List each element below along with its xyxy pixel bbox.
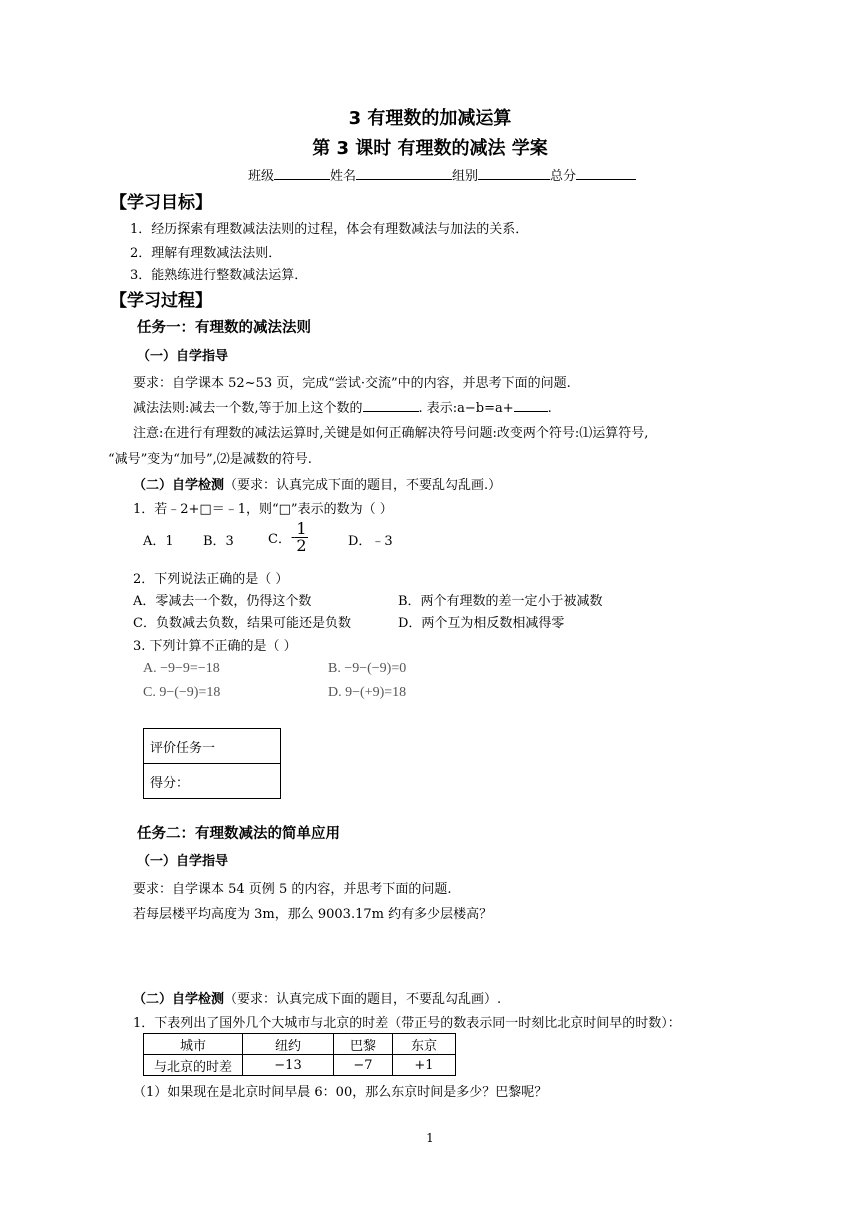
table-header-row (144, 1034, 456, 1055)
negative-sign: - (290, 530, 296, 545)
task2-question-1: 1．下表列出了国外几个大城市与北京的时差（带正号的数表示同一时刻比北京时间早的时数）： (133, 1016, 681, 1031)
cell-newyork: −13 (243, 1055, 334, 1076)
q3-option-c[interactable]: C. 9−(−9)=18 (143, 685, 221, 700)
group-blank[interactable] (478, 167, 550, 180)
student-info-line (248, 165, 636, 184)
table-row (144, 1055, 456, 1076)
task2-question: 若每层楼平均高度为 3m，那么 9003.17m 约有多少层楼高？ (133, 907, 493, 922)
task2-requirement: 要求：自学课本 54 页例 5 的内容，并思考下面的问题. (133, 882, 452, 897)
q2-option-d[interactable]: D．两个互为相反数相减得零 (398, 616, 565, 631)
task2-guide-title (137, 850, 228, 869)
task2-check-title: （二）自学检测 (133, 992, 225, 1007)
total-label: 总分 (550, 169, 577, 184)
evaluation-table (143, 728, 281, 799)
q1-option-a[interactable]: A．1 (143, 534, 174, 549)
page-number: 1 (426, 1131, 434, 1145)
q2-option-c[interactable]: C．负数减去负数，结果可能还是负数 (133, 616, 351, 631)
rule-blank-1[interactable] (363, 399, 419, 412)
q1-option-d[interactable]: D．﹣3 (348, 534, 393, 549)
question-2: 2．下列说法正确的是（ ） (133, 572, 289, 587)
fraction (295, 521, 307, 554)
class-blank[interactable] (274, 167, 330, 180)
question-3: 3. 下列计算不正确的是（ ） (133, 639, 297, 654)
class-label: 班级 (248, 169, 275, 184)
process-heading: 【学习过程】 (110, 291, 212, 311)
task1-check-req: （要求：认真完成下面的题目，不要乱勾乱画.） (224, 478, 502, 493)
cell-paris: −7 (334, 1055, 393, 1076)
cell-tokyo: +1 (393, 1055, 456, 1076)
rule-blank-2[interactable] (514, 399, 548, 412)
fraction-numerator: 1 (296, 519, 307, 538)
doc-title: 3 有理数的加减运算 (348, 108, 512, 129)
score-field[interactable]: 得分： (144, 764, 281, 799)
q3-option-d[interactable]: D. 9−(+9)=18 (328, 685, 407, 700)
objective-item: 2．理解有理数减法法则． (130, 246, 282, 261)
header-city: 城市 (144, 1034, 243, 1055)
header-paris: 巴黎 (334, 1034, 393, 1055)
q3-option-b[interactable]: B. −9−(−9)=0 (328, 661, 407, 676)
task2-title: 任务二：有理数减法的简单应用 (137, 826, 340, 842)
total-blank[interactable] (576, 167, 636, 180)
name-label: 姓名 (330, 169, 357, 184)
task1-guide-label: （一）自学指导 (137, 349, 229, 364)
note-line-1: 注意:在进行有理数的减法运算时,关键是如何正确解决符号问题:改变两个符号:⑴运算符号, (133, 426, 649, 441)
task2-check-req: （要求：认真完成下面的题目，不要乱勾乱画）. (224, 992, 502, 1007)
name-blank[interactable] (356, 167, 452, 180)
task2-check-line (133, 988, 501, 1007)
objectives-heading: 【学习目标】 (110, 193, 212, 213)
rule-text-2: . 表示:a−b=a+ (418, 401, 514, 416)
note-line-2: “减号”变为“加号”,⑵是减数的符号. (108, 452, 312, 467)
q2-option-b[interactable]: B．两个有理数的差一定小于被减数 (398, 594, 603, 609)
task1-check-line (133, 474, 501, 493)
task2-guide-label: （一）自学指导 (137, 854, 229, 869)
eval-label: 评价任务一 (144, 729, 281, 764)
subtraction-rule (133, 397, 552, 416)
task1-requirement: 要求：自学课本 52~53 页，完成“尝试·交流”中的内容，并思考下面的问题. (133, 376, 571, 391)
doc-subtitle: 第 3 课时 有理数的减法 学案 (312, 138, 548, 159)
task1-check-title: （二）自学检测 (133, 478, 225, 493)
q1-option-b[interactable]: B．3 (203, 534, 234, 549)
rule-text: 减法法则:减去一个数,等于加上这个数的 (133, 401, 363, 416)
fraction-denominator: 2 (296, 536, 307, 555)
q2-option-a[interactable]: A．零减去一个数，仍得这个数 (133, 594, 312, 609)
header-newyork: 纽约 (243, 1034, 334, 1055)
objective-item: 1．经历探索有理数减法法则的过程，体会有理数减法与加法的关系． (130, 222, 529, 237)
sub-question-1: （1）如果现在是北京时间早晨 6：00，那么东京时间是多少？巴黎呢？ (133, 1085, 548, 1100)
q3-option-a[interactable]: A. −9−9=−18 (143, 661, 220, 676)
timezone-table (143, 1033, 456, 1076)
header-tokyo: 东京 (393, 1034, 456, 1055)
row-label: 与北京的时差 (144, 1055, 243, 1076)
objective-item: 3．能熟练进行整数减法运算． (130, 268, 308, 283)
question-1: 1．若﹣2+□＝﹣1，则“□”表示的数为（ ） (133, 502, 393, 517)
rule-text-3: . (547, 401, 552, 416)
q1-option-c[interactable] (268, 521, 308, 554)
group-label: 组别 (452, 169, 479, 184)
task1-guide-title (137, 345, 228, 364)
q1-option-c-label: C． (268, 532, 291, 547)
task1-title: 任务一：有理数的减法法则 (137, 320, 311, 336)
